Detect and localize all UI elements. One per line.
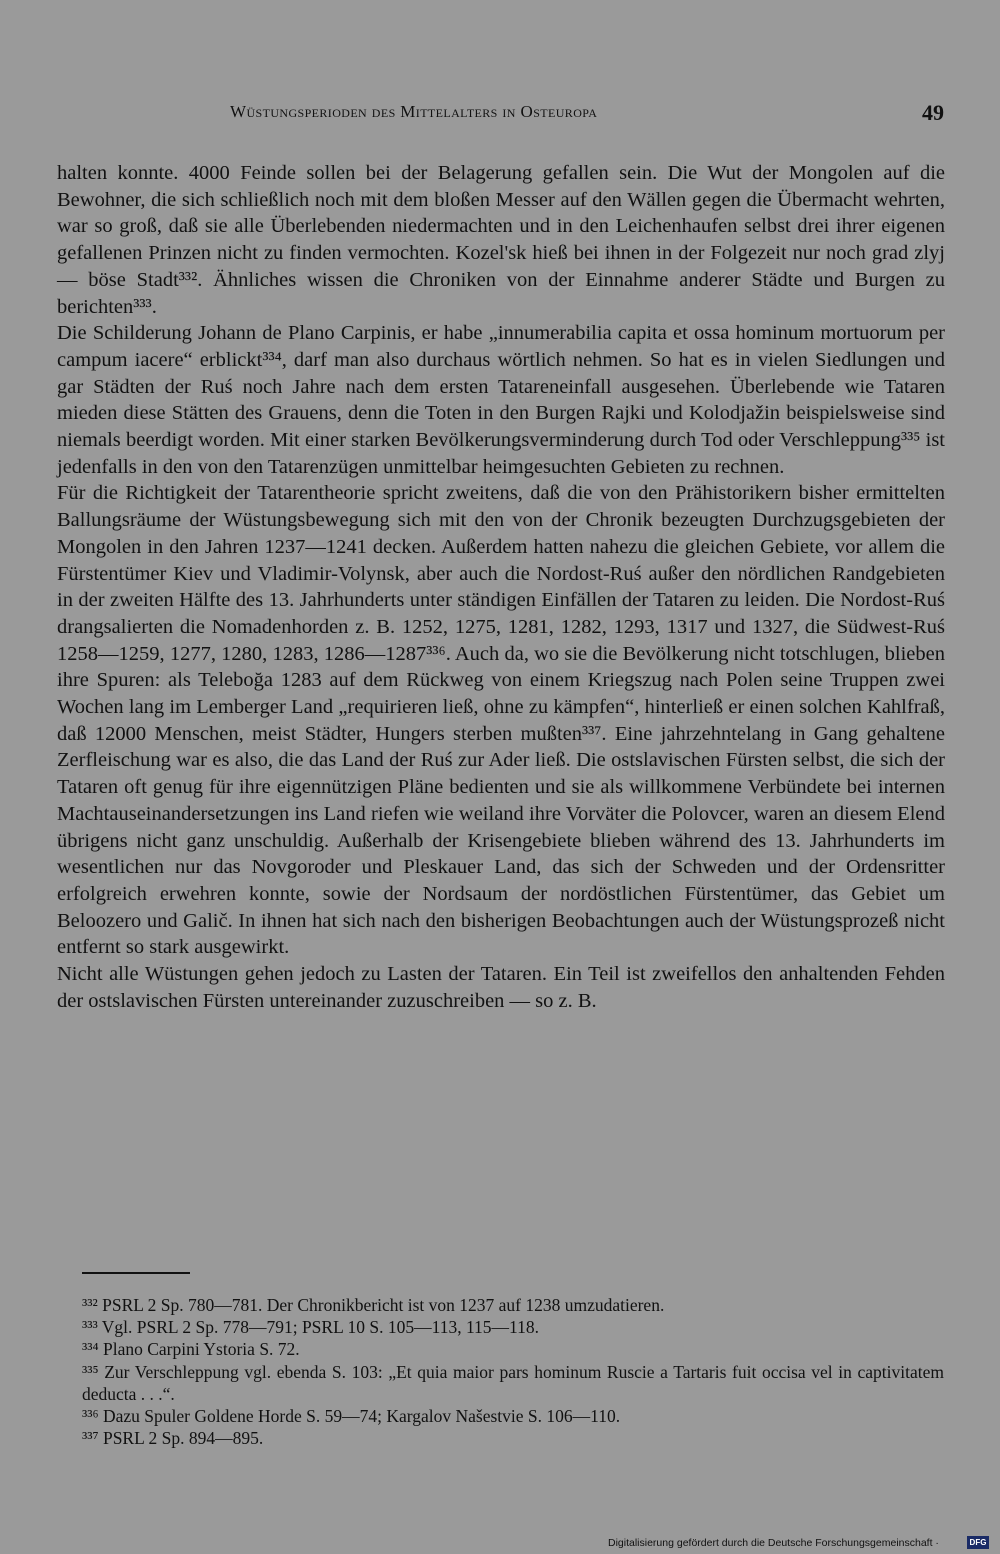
paragraph-1: halten konnte. 4000 Feinde sollen bei der Belagerung gefallen sein. Die Wut der Mongolen auf die Bewohner, die sich schließlich noch mit dem bloßen Messer auf den Wällen gegen die Übermacht wehrten, war so groß, daß sie alle Überlebenden niedermachten und in den Leichenhaufen selbst drei ihrer eigenen gefallenen Prinzen nicht zu finden vermochten. Kozel'sk hieß bei ihnen in der Folgezeit nur noch grad zlyj — böse Stadt³³². Ähnliches wissen die Chroniken von der Einnahme anderer Städte und Burgen zu berichten³³³. [57,162,945,318]
digitization-credit: Digitalisierung gefördert durch die Deutsche Forschungsgemeinschaft · [608,1537,939,1549]
footnote-335: ³³⁵ Zur Verschleppung vgl. ebenda S. 103: „Et quia maior pars hominum Ruscie a Tartaris fuit occisa vel in captivitatem deducta . . .“. [82,1361,944,1404]
body-text [57,160,945,1015]
footnotes [82,1294,944,1449]
page-header [0,100,1000,130]
footnote-337: ³³⁷ PSRL 2 Sp. 894—895. [82,1428,264,1449]
paragraph-3: Für die Richtigkeit der Tatarentheorie spricht zweitens, daß die von den Prähistorikern bisher ermittelten Ballungsräume der Wüstungsbewegung sich mit den von der Chronik bezeugten Durchzugsgebieten der Mongolen in den Jahren 1237—1241 decken. Außerdem hatten nahezu die gleichen Gebiete, vor allem die Fürstentümer Kiev und Vladimir-Volynsk, aber auch die Nordost-Ruś außer den nördlichen Randgebieten in der zweiten Hälfte des 13. Jahrhunderts unter ständigen Einfällen der Tataren zu leiden. Die Nordost-Ruś drangsalierten die Nomadenhorden z. B. 1252, 1275, 1281, 1282, 1293, 1317 und 1327, die Südwest-Ruś 1258—1259, 1277, 1280, 1283, 1286—1287³³⁶. Auch da, wo sie die Bevölkerung nicht totschlugen, blieben ihre Spuren: als Teleboğa 1283 auf dem Rückweg von einem Kriegszug nach Polen seine Truppen zwei Wochen lang im Lemberger Land „requirieren ließ, ohne zu kämpfen“, hinterließ er einen solchen Kahlfraß, daß 12000 Menschen, meist Städter, Hungers sterben mußten³³⁷. Eine jahrzehntelang in Gang gehaltene Zerfleischung war es also, die das Land der Ruś zur Ader ließ. Die ostslavischen Fürsten selbst, die sich der Tataren oft genug für ihre eigennützigen Pläne bedienten und sie als willkommene Verbündete bei internen Machtauseinandersetzungen ins Land riefen wie weiland ihre Vorväter die Polovcer, waren an diesem Elend übrigens nicht ganz unschuldig. Außerhalb der Krisengebiete blieben während des 13. Jahrhunderts im wesentlichen nur das Novgoroder und Pleskauer Land, das sich der Schweden und der Ordensritter erfolgreich erwehren konnte, sowie der Nordsaum der nordöstlichen Fürstentümer, das Gebiet um Beloozero und Galič. In ihnen hat sich nach den bisherigen Beobachtungen auch der Wüstungsprozeß nicht entfernt so stark ausgewirkt. [57,482,945,959]
footnote-334: ³³⁴ Plano Carpini Ystoria S. 72. [82,1339,300,1360]
paragraph-4: Nicht alle Wüstungen gehen jedoch zu Lasten der Tataren. Ein Teil ist zweifellos den anhaltenden Fehden der ostslavischen Fürsten untereinander zuzuschreiben — so z. B. [57,963,945,1012]
footnote-333: ³³³ Vgl. PSRL 2 Sp. 778—791; PSRL 10 S. 105—113, 115—118. [82,1317,540,1338]
footnote-332: ³³² PSRL 2 Sp. 780—781. Der Chronikbericht ist von 1237 auf 1238 umzudatieren. [82,1295,665,1315]
paragraph-2: Die Schilderung Johann de Plano Carpinis, er habe „innumerabilia capita et ossa hominum mortuorum per campum iacere“ erblickt³³⁴, darf man also durchaus wörtlich nehmen. So hat es in vielen Siedlungen und gar Städten der Ruś noch Jahre nach dem ersten Tatareneinfall ausgesehen. Überlebende wie Tataren mieden diese Stätten des Grauens, denn die Toten in den Burgen Rajki und Kolodjažin beispielsweise sind niemals beerdigt worden. Mit einer starken Bevölkerungsverminderung durch Tod oder Verschleppung³³⁵ ist jedenfalls in den von den Tatarenzügen unmittelbar heimgesuchten Gebieten zu rechnen. [57,322,945,478]
page-number: 49 [922,100,944,125]
footnote-separator [82,1272,190,1274]
running-head: Wüstungsperioden des Mittelalters in Osteuropa [230,102,598,121]
footnote-336: ³³⁶ Dazu Spuler Goldene Horde S. 59—74; Kargalov Našestvie S. 106—110. [82,1406,621,1427]
dfg-logo: DFG [967,1536,989,1549]
